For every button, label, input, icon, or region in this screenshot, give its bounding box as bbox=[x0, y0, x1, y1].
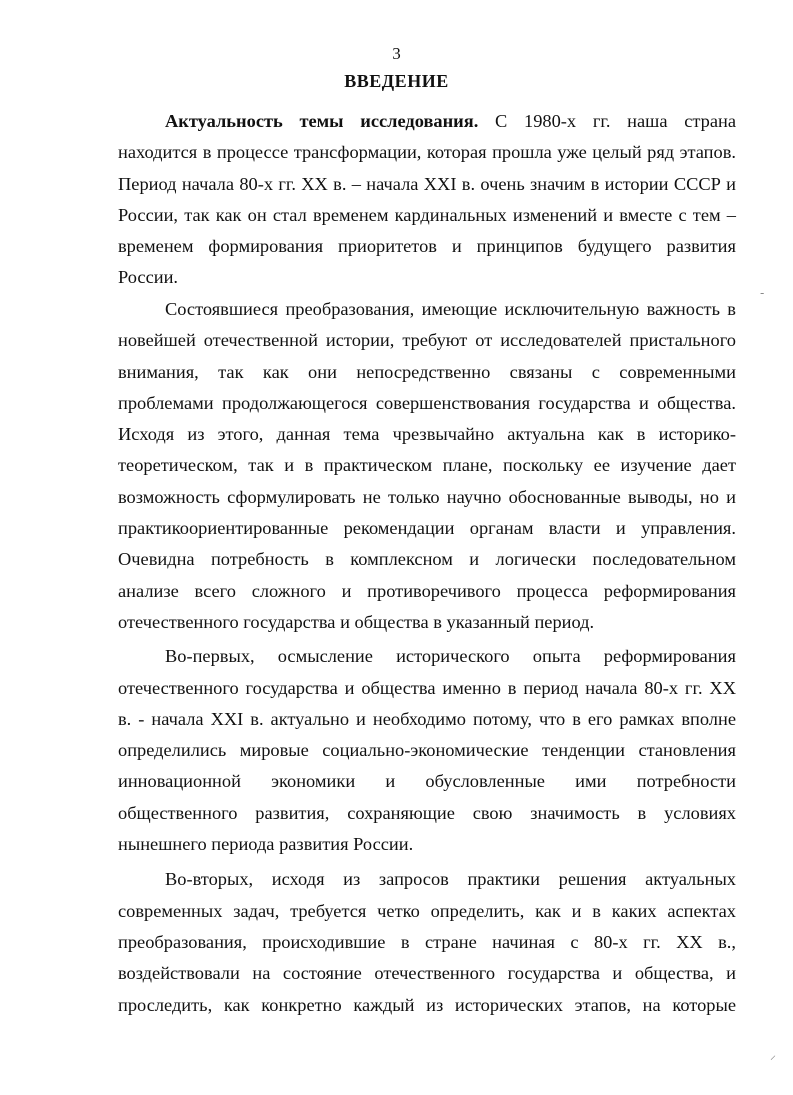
text-line: отечественного государства и общества в указанный период. bbox=[118, 611, 595, 632]
text-line: анализе всего сложного и противоречивого процесса реформирования bbox=[118, 580, 736, 601]
text-line: теоретическом, так и в практическом плане, поскольку ее изучение дает bbox=[118, 455, 736, 476]
text-line: Во-вторых, исходя из запросов практики решения актуальных bbox=[165, 869, 736, 890]
text-line: Во-первых, осмысление исторического опыта реформирования bbox=[165, 646, 736, 667]
scan-mark: ⸝ bbox=[770, 1048, 777, 1062]
text-line: в. - начала XXI в. актуально и необходимо потому, что в его рамках вполне bbox=[118, 708, 736, 729]
text-line: практикоориентированные рекомендации органам власти и управления. bbox=[118, 518, 736, 539]
text-line: общественного развития, сохраняющие свою значимость в условиях bbox=[118, 802, 736, 823]
text-line: России, так как он стал временем кардинальных изменений и вместе с тем – bbox=[118, 204, 736, 225]
text-line: современных задач, требуется четко определить, как и в каких аспектах bbox=[118, 900, 736, 921]
text-line: России. bbox=[118, 267, 179, 288]
text-line: Очевидна потребность в комплексном и логически последовательном bbox=[118, 549, 736, 570]
scan-mark: - bbox=[760, 286, 765, 300]
text-line: внимания, так как они непосредственно связаны с современными bbox=[118, 361, 736, 382]
text-line: временем формирования приоритетов и принципов будущего развития bbox=[118, 236, 736, 257]
text-line: отечественного государства и общества именно в период начала 80-х гг. XX bbox=[118, 677, 736, 698]
text-line: определились мировые социально-экономические тенденции становления bbox=[118, 740, 736, 761]
text-line: находится в процессе трансформации, которая прошла уже целый ряд этапов. bbox=[118, 142, 736, 163]
text-line: Период начала 80-х гг. XX в. – начала XXI в. очень значим в истории СССР и bbox=[118, 173, 736, 194]
page-number: 3 bbox=[392, 44, 401, 63]
text-line: воздействовали на состояние отечественного государства и общества, и bbox=[118, 963, 736, 984]
text-line: проследить, как конкретно каждый из исторических этапов, на которые bbox=[118, 994, 736, 1015]
paragraph-transformations bbox=[118, 294, 736, 638]
text-line: Исходя из этого, данная тема чрезвычайно актуальна как в историко- bbox=[118, 424, 736, 445]
text-line: нынешнего периода развития России. bbox=[118, 834, 414, 855]
text-line: инновационной экономики и обусловленные ими потребности bbox=[118, 771, 736, 792]
body-text bbox=[118, 106, 736, 1021]
text-line: преобразования, происходившие в стране начиная с 80-х гг. XX в., bbox=[118, 931, 736, 952]
text-line: Актуальность темы исследования. С 1980-х гг. наша страна bbox=[165, 111, 736, 131]
paragraph-relevance bbox=[118, 106, 736, 294]
text-line: новейшей отечественной истории, требуют от исследователей пристального bbox=[118, 330, 736, 351]
lead-bold-phrase: Актуальность темы исследования. bbox=[165, 111, 479, 131]
paragraph-second-point bbox=[118, 864, 736, 1020]
paragraph-first-point bbox=[118, 641, 736, 860]
section-heading: ВВЕДЕНИЕ bbox=[344, 71, 449, 91]
text-line: проблемами продолжающегося совершенствования государства и общества. bbox=[118, 392, 736, 413]
text-line: Состоявшиеся преобразования, имеющие исключительную важность в bbox=[165, 298, 736, 319]
text-line: возможность сформулировать не только научно обоснованные выводы, но и bbox=[118, 486, 736, 507]
